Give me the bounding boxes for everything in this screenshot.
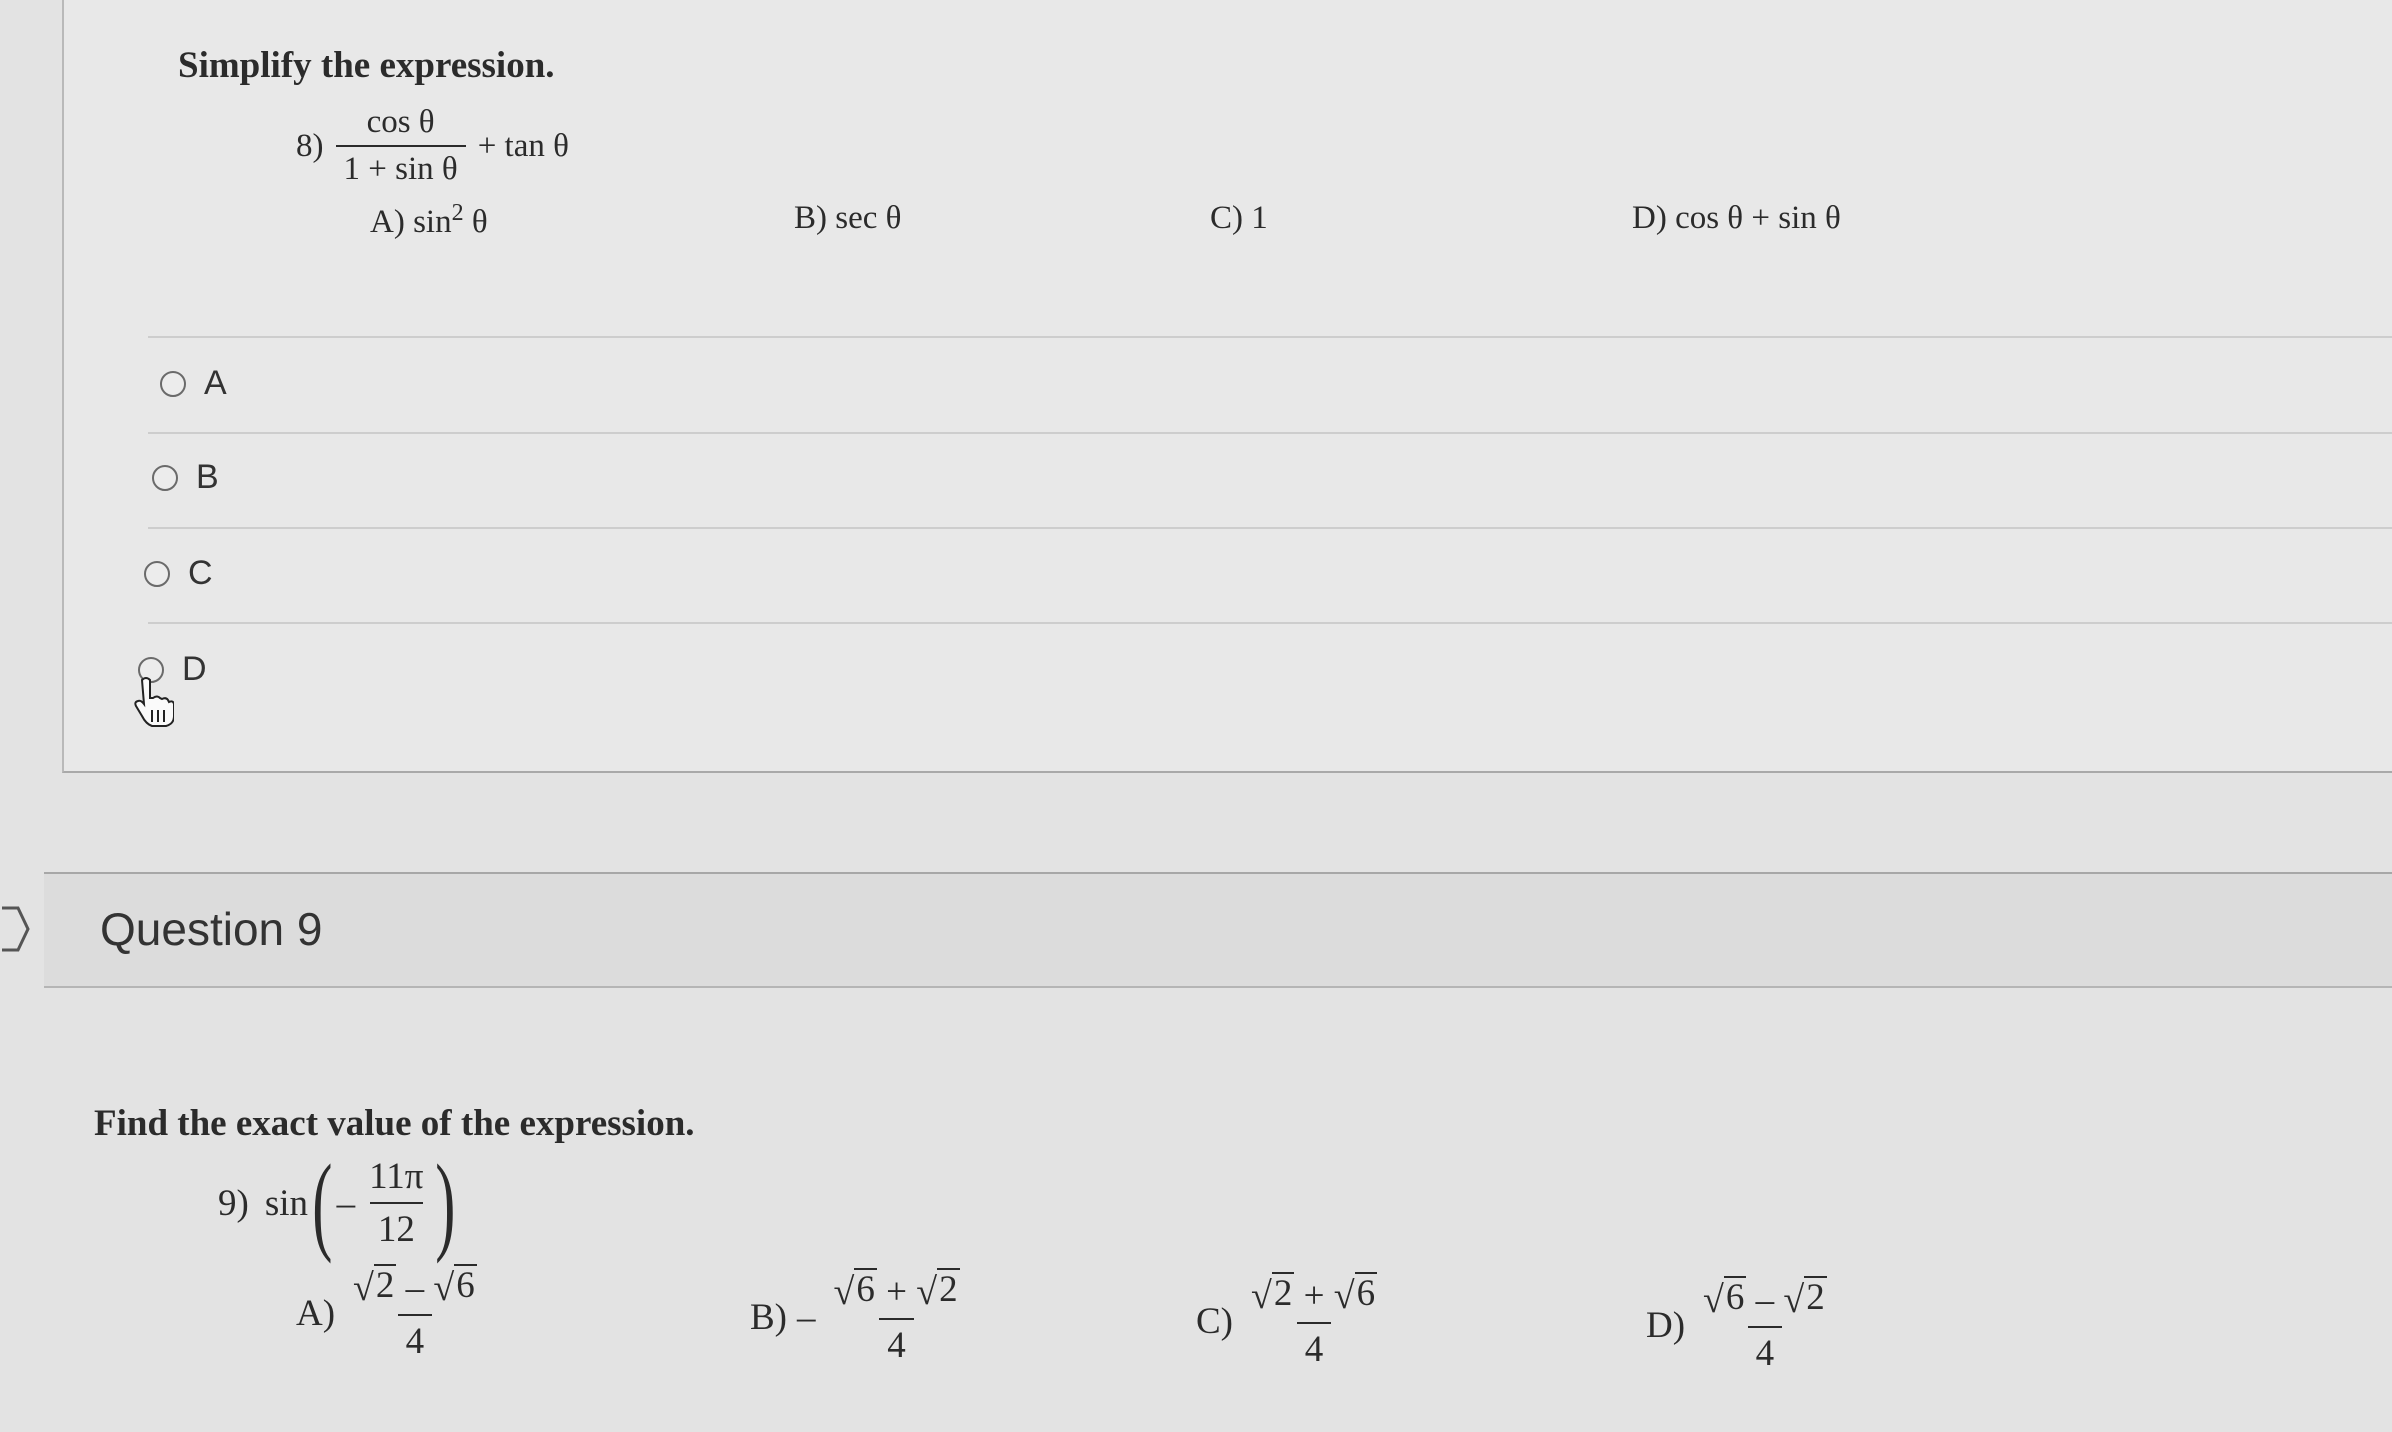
q9-choice-c — [1196, 1272, 1385, 1371]
q8-tail: + tan θ — [477, 127, 569, 164]
q8-expression — [296, 104, 569, 188]
q9-choice-c-denominator: 4 — [1297, 1322, 1332, 1371]
chevron-right-icon[interactable] — [0, 904, 32, 954]
answer-option-c-label: C — [188, 554, 213, 592]
q9-choice-d-denominator: 4 — [1748, 1326, 1783, 1375]
q8-frac-denominator: 1 + sin θ — [336, 145, 466, 188]
left-paren: ( — [312, 1142, 333, 1264]
q9-choice-a-label: A) — [296, 1292, 336, 1334]
q9-choice-d-op: – — [1755, 1279, 1775, 1321]
q9-choice-b-fraction — [826, 1268, 968, 1367]
q8-choice-a-sup: 2 — [451, 200, 464, 226]
q9-choice-c-op: + — [1303, 1275, 1325, 1317]
answer-option-b-label: B — [196, 458, 219, 496]
q9-choice-b — [750, 1268, 968, 1367]
q9-instruction: Find the exact value of the expression. — [94, 1103, 695, 1144]
q9-minus: – — [336, 1182, 356, 1224]
q9-function: sin — [264, 1182, 309, 1224]
q9-choice-b-radicand-1: 6 — [856, 1269, 875, 1310]
q8-number: 8) — [296, 127, 324, 164]
q9-choice-a-op: – — [405, 1267, 425, 1309]
q8-choice-c: C) 1 — [1210, 200, 1268, 236]
q9-choice-b-label: B) — [750, 1296, 787, 1338]
q9-choice-a-numerator: √ 2 – √ 6 — [353, 1265, 475, 1309]
q9-choice-a-denominator: 4 — [398, 1314, 433, 1363]
q9-choice-c-fraction — [1243, 1272, 1385, 1371]
answer-option-a[interactable] — [160, 364, 227, 403]
q9-choice-d-fraction — [1695, 1276, 1835, 1375]
hand-pointer-icon — [130, 676, 174, 728]
right-paren: ) — [435, 1142, 456, 1264]
q8-instruction: Simplify the expression. — [178, 45, 555, 86]
q8-choice-d: D) cos θ + sin θ — [1632, 200, 1841, 236]
q8-choice-b: B) sec θ — [794, 200, 902, 236]
q8-choice-a-prefix: A) sin — [370, 204, 452, 240]
q9-choice-b-op: + — [886, 1271, 907, 1313]
q9-choice-b-denominator: 4 — [879, 1318, 914, 1367]
q9-choice-a — [296, 1264, 485, 1363]
q9-choice-a-radicand-1: 2 — [375, 1265, 395, 1306]
radio-c[interactable] — [144, 561, 170, 587]
answer-option-c[interactable] — [144, 554, 213, 593]
q9-choice-d — [1646, 1276, 1835, 1375]
question-9-title: Question 9 — [100, 903, 323, 955]
q8-fraction — [336, 104, 466, 188]
q9-choice-b-sign: – — [797, 1296, 816, 1338]
radio-a[interactable] — [160, 371, 186, 397]
answer-option-a-label: A — [204, 364, 227, 402]
q9-choice-c-radicand-2: 6 — [1356, 1273, 1376, 1314]
question-8-card — [62, 0, 2392, 773]
q9-choice-d-label: D) — [1646, 1304, 1686, 1346]
q9-frac-numerator: 11π — [369, 1156, 424, 1197]
question-9-header[interactable] — [44, 872, 2392, 988]
q9-choice-d-numerator: √ 6 – √ 2 — [1703, 1277, 1825, 1321]
q9-choice-c-numerator: √ 2 + √ 6 — [1251, 1273, 1376, 1317]
divider — [148, 527, 2392, 529]
q8-choice-a-suffix: θ — [463, 204, 488, 240]
q8-frac-numerator: cos θ — [366, 104, 435, 140]
q9-fraction — [361, 1155, 431, 1251]
q9-choice-a-radicand-2: 6 — [456, 1265, 475, 1306]
q9-choice-c-radicand-1: 2 — [1273, 1273, 1293, 1314]
divider — [148, 336, 2392, 338]
q9-choice-c-label: C) — [1196, 1300, 1233, 1342]
answer-option-b[interactable] — [152, 458, 219, 497]
divider — [148, 432, 2392, 434]
q9-frac-denominator: 12 — [370, 1202, 423, 1251]
q9-expression — [218, 1142, 456, 1264]
answer-option-d-label: D — [182, 650, 207, 688]
q9-choice-a-fraction — [345, 1264, 485, 1363]
radio-b[interactable] — [152, 465, 178, 491]
divider — [148, 622, 2392, 624]
q9-choice-d-radicand-2: 2 — [1806, 1277, 1825, 1318]
q9-choice-b-numerator: √ 6 + √ 2 — [833, 1269, 958, 1313]
q9-choice-d-radicand-1: 6 — [1725, 1277, 1745, 1318]
q9-number: 9) — [218, 1182, 249, 1224]
q8-choice-a — [370, 200, 488, 241]
q9-choice-b-radicand-2: 2 — [939, 1269, 958, 1310]
